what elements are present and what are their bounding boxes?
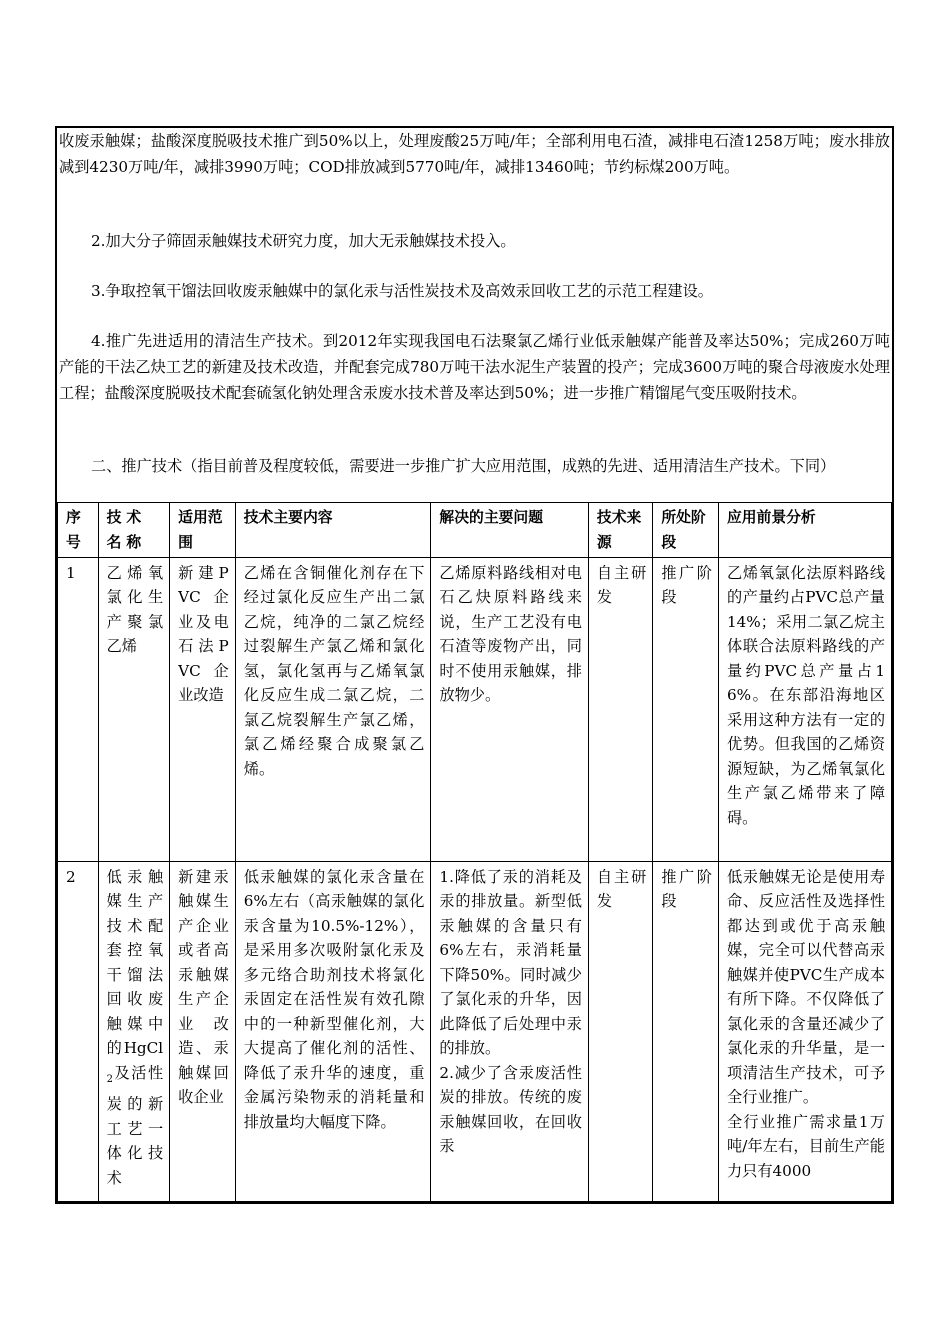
cell-content: 低汞触媒的氯化汞含量在6%左右（高汞触媒的氯化汞含量为10.5%-12%），是采用多次吸附氯化汞及多元络合助剂技术将氯化汞固定在活性炭有效孔隙中的一种新型催化剂，大大提高了催化剂的活性、降低了汞升华的速度，重金属污染物汞的消耗量和排放量均大幅度下降。 — [235, 861, 431, 1201]
table-header-row — [58, 503, 892, 558]
header-content: 技术主要内容 — [235, 503, 431, 558]
cell-name: 乙烯氧氯化生产聚氯乙烯 — [98, 557, 170, 861]
cell-no: 1 — [58, 557, 99, 861]
header-no: 序号 — [58, 503, 99, 558]
header-source: 技术来源 — [588, 503, 652, 558]
cell-stage: 推广阶段 — [653, 557, 719, 861]
problem-point-1: 1.降低了汞的消耗及汞的排放量。新型低汞触媒的含量只有6%左右，汞消耗量下降50%。同时减少了氯化汞的升华，因此降低了后处理中汞的排放。 — [439, 867, 582, 1058]
header-prospect: 应用前景分析 — [718, 503, 891, 558]
paragraph-item-4: 4.推广先进适用的清洁生产技术。到2012年实现我国电石法聚氯乙烯行业低汞触媒产能普及率达50%；完成260万吨产能的干法乙炔工艺的新建及技术改造，并配套完成780万吨干法水泥生产装置的投产；完成3600万吨的聚合母液废水处理工程；盐酸深度脱吸技术配套硫氢化钠处理含汞废水技术普及率达到50%；进一步推广精馏尾气变压吸附技术。 — [59, 332, 890, 402]
cell-content: 乙烯在含铜催化剂存在下经过氯化反应生产出二氯乙烷，纯净的二氯乙烷经过裂解生产氯乙烯和氯化氢，氯化氢再与乙烯氧氯化反应生成二氯乙烷，二氯乙烷裂解生产氯乙烯，氯乙烯经聚合成聚氯乙烯。 — [235, 557, 431, 861]
header-problem: 解决的主要问题 — [431, 503, 588, 558]
section-heading-promoted-tech: 二、推广技术（指目前普及程度较低，需要进一步推广扩大应用范围，成熟的先进、适用清洁生产技术。下同） — [91, 457, 836, 475]
problem-point-2: 2.减少了含汞废活性炭的排放。传统的废汞触媒回收，在回收汞 — [439, 1063, 582, 1156]
paragraph-targets: 收废汞触媒；盐酸深度脱吸技术推广到50%以上，处理废酸25万吨/年；全部利用电石渣，减排电石渣1258万吨；废水排放减到4230万吨/年，减排3990万吨；COD排放减到5770吨/年，减排13460吨；节约标煤200万吨。 — [59, 132, 890, 176]
technology-table — [57, 502, 892, 1202]
header-stage: 所处阶段 — [653, 503, 719, 558]
cell-problem: 乙烯原料路线相对电石乙炔原料路线来说，生产工艺没有电石渣等废物产出，同时不使用汞触媒，排放物少。 — [431, 557, 588, 861]
cell-no: 2 — [58, 861, 99, 1201]
prospect-part-1: 低汞触媒无论是使用寿命、反应活性及选择性都达到或优于高汞触媒，完全可以代替高汞触媒并使PVC生产成本有所下降。不仅降低了氯化汞的含量还减少了氯化汞的升华量，是一项清洁生产技术，可予全行业推广。 — [726, 867, 885, 1107]
cell-problem — [431, 861, 588, 1201]
document-frame — [55, 126, 894, 1204]
cell-scope: 新建汞触媒生产企业或者高汞触媒生产企业改造、汞触媒回收企业 — [170, 861, 236, 1201]
formula-text: HgCl — [123, 1039, 164, 1058]
paragraph-item-2: 2.加大分子筛固汞触媒技术研究力度，加大无汞触媒技术投入。 — [91, 232, 516, 250]
cell-source: 自主研发 — [588, 861, 652, 1201]
table-row — [58, 861, 892, 1201]
cell-scope: 新建PVC企业及电石法PVC企业改造 — [170, 557, 236, 861]
cell-source: 自主研发 — [588, 557, 652, 861]
header-scope: 适用范围 — [170, 503, 236, 558]
name-text-rest: 及活性炭的新工艺一体化技术 — [106, 1063, 164, 1187]
header-tech-name: 技术名称 — [98, 503, 170, 558]
formula-subscript: 2 — [106, 1073, 113, 1085]
cell-stage: 推广阶段 — [653, 861, 719, 1201]
cell-prospect — [718, 861, 891, 1201]
cell-name — [98, 861, 170, 1201]
table-row — [58, 557, 892, 861]
name-text: 低汞触媒生产技术配套控氧干馏法回收废触媒中的 — [106, 867, 164, 1058]
paragraph-item-3: 3.争取控氧干馏法回收废汞触媒中的氯化汞与活性炭技术及高效汞回收工艺的示范工程建设。 — [91, 282, 713, 300]
prospect-part-2: 全行业推广需求量1万吨/年左右，目前生产能力只有4000 — [726, 1112, 885, 1180]
cell-prospect: 乙烯氧氯化法原料路线的产量约占PVC总产量14%；采用二氯乙烷主体联合法原料路线的产量约PVC总产量占16%。在东部沿海地区采用这种方法有一定的优势。但我国的乙烯资源短缺，为乙烯氧氯化生产氯乙烯带来了障碍。 — [718, 557, 891, 861]
